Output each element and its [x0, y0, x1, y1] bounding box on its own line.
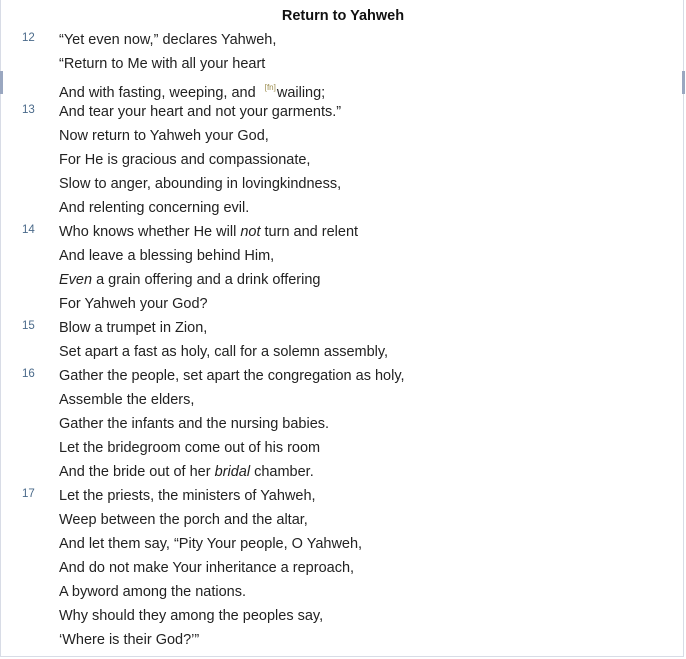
section-heading: Return to Yahweh: [281, 8, 405, 24]
passage-line: [0, 340, 686, 364]
line-text: Gather the infants and the nursing babies.: [59, 416, 330, 432]
passage-line: [0, 484, 686, 508]
line-text-part: chamber.: [250, 464, 314, 480]
line-text: “Return to Me with all your heart: [59, 56, 266, 72]
passage-line: [0, 436, 686, 460]
line-text: And tear your heart and not your garments.”: [59, 104, 342, 120]
line-text: Slow to anger, abounding in lovingkindness,: [59, 176, 342, 192]
passage-line: [0, 628, 686, 652]
italic-word: bridal: [214, 464, 251, 480]
passage-line: [0, 124, 686, 148]
passage-line: [0, 460, 686, 484]
line-text-part: And the bride out of her: [59, 464, 215, 480]
line-text: [59, 220, 358, 244]
passage-line: [0, 364, 686, 388]
footnote-link[interactable]: [fn]: [264, 83, 276, 92]
passage-line: [0, 100, 686, 124]
line-text: For Yahweh your God?: [59, 296, 208, 312]
passage-line: [0, 172, 686, 196]
passage-line: [0, 412, 686, 436]
line-text: ‘Where is their God?’”: [59, 632, 200, 648]
passage-line: [0, 388, 686, 412]
italic-word: not: [240, 224, 261, 240]
italic-word: Even: [59, 272, 93, 288]
passage-body: [0, 28, 686, 652]
line-text: A byword among the nations.: [59, 584, 247, 600]
verse-number[interactable]: 16: [22, 368, 35, 380]
verse-number[interactable]: 13: [22, 104, 35, 116]
line-text: And relenting concerning evil.: [59, 200, 250, 216]
line-text-part: And with fasting, weeping, and: [59, 85, 260, 101]
passage-line: [0, 580, 686, 604]
line-text: Set apart a fast as holy, call for a solemn assembly,: [59, 344, 389, 360]
line-text: Gather the people, set apart the congregation as holy,: [59, 368, 405, 384]
passage-line: [0, 556, 686, 580]
line-text-part: wailing;: [276, 85, 326, 101]
line-text: Now return to Yahweh your God,: [59, 128, 269, 144]
passage-line: [0, 52, 686, 76]
passage-line: [0, 268, 686, 292]
line-text: For He is gracious and compassionate,: [59, 152, 311, 168]
passage-line: [0, 532, 686, 556]
line-text: And let them say, “Pity Your people, O Yahweh,: [59, 536, 363, 552]
line-text: Weep between the porch and the altar,: [59, 512, 308, 528]
line-text: Blow a trumpet in Zion,: [59, 320, 208, 336]
passage-line: [0, 604, 686, 628]
line-text: [59, 460, 314, 484]
passage-line: [0, 244, 686, 268]
passage-line: [0, 508, 686, 532]
verse-number[interactable]: 14: [22, 224, 35, 236]
line-text: And do not make Your inheritance a reproach,: [59, 560, 355, 576]
line-text-part: turn and relent: [260, 224, 359, 240]
line-text: And leave a blessing behind Him,: [59, 248, 275, 264]
line-text: Let the priests, the ministers of Yahweh,: [59, 488, 316, 504]
line-text: Why should they among the peoples say,: [59, 608, 324, 624]
passage-line: [0, 148, 686, 172]
line-text-part: a grain offering and a drink offering: [92, 272, 321, 288]
verse-number[interactable]: 12: [22, 32, 35, 44]
passage-line: [0, 196, 686, 220]
passage-line: [0, 28, 686, 52]
passage-line: [0, 76, 686, 100]
passage-line: [0, 220, 686, 244]
passage-line: [0, 316, 686, 340]
line-text: Assemble the elders,: [59, 392, 195, 408]
verse-number[interactable]: 15: [22, 320, 35, 332]
line-text-part: Who knows whether He will: [59, 224, 241, 240]
line-text: “Yet even now,” declares Yahweh,: [59, 32, 277, 48]
verse-number[interactable]: 17: [22, 488, 35, 500]
line-text: [59, 268, 320, 292]
passage-line: [0, 292, 686, 316]
line-text: Let the bridegroom come out of his room: [59, 440, 321, 456]
